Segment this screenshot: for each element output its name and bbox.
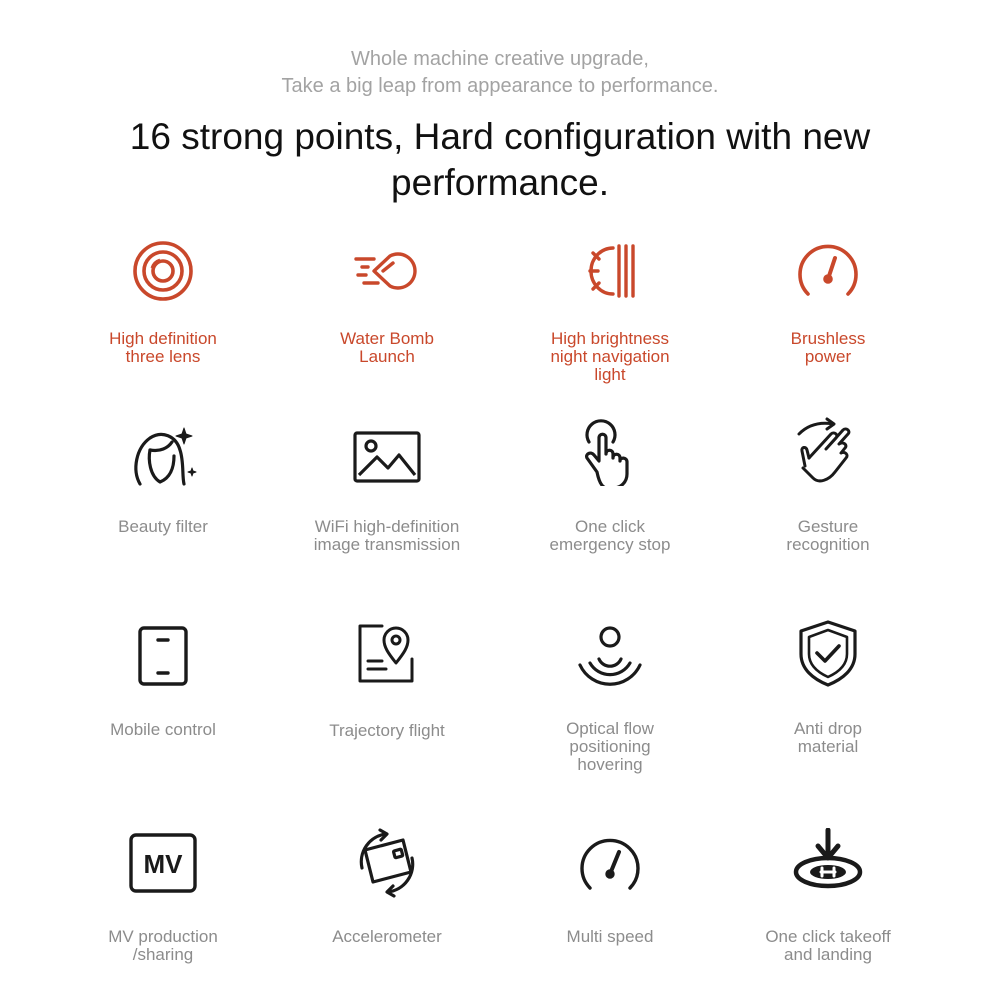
night-light-icon (575, 236, 645, 306)
page-title: 16 strong points, Hard configuration with new performance. (129, 116, 871, 203)
gesture-hand-icon (793, 416, 863, 486)
feature-label: Water Bomb Launch (340, 329, 434, 366)
feature-label: High definition three lens (109, 329, 217, 366)
feature-label: Multi speed (566, 927, 654, 946)
map-pin-icon (352, 621, 422, 691)
feature-label: WiFi high-definition image transmission (313, 517, 461, 554)
tap-hand-icon (575, 416, 645, 486)
water-bomb-icon (352, 236, 422, 306)
feature-label: High brightness night navigation light (550, 329, 670, 384)
phone-icon (128, 621, 198, 691)
rotate-card-icon (352, 828, 422, 898)
shield-check-icon (793, 619, 863, 689)
feature-label: One click takeoff and landing (765, 927, 891, 964)
feature-label: Brushless power (790, 329, 866, 366)
gauge-icon (575, 828, 645, 898)
helipad-icon (793, 828, 863, 898)
svg-text:MV: MV (143, 849, 183, 879)
speedometer-icon (793, 236, 863, 306)
optical-flow-icon (575, 619, 645, 689)
feature-label: Optical flow positioning hovering (566, 719, 654, 774)
image-icon (352, 422, 422, 492)
subtitle-line-1: Whole machine creative upgrade, (351, 48, 649, 70)
feature-label: Anti drop material (793, 719, 863, 756)
feature-label: Trajectory flight (329, 721, 445, 740)
feature-label: One click emergency stop (549, 517, 671, 554)
camera-lens-icon (128, 236, 198, 306)
subtitle (0, 46, 1000, 100)
feature-label: MV production /sharing (108, 927, 218, 964)
feature-label: Gesture recognition (786, 517, 870, 554)
feature-label: Mobile control (110, 720, 216, 739)
mv-icon (128, 828, 198, 898)
feature-label: Accelerometer (332, 927, 442, 946)
feature-label: Beauty filter (118, 517, 208, 536)
subtitle-line-2: Take a big leap from appearance to performance. (281, 75, 719, 97)
beauty-face-icon (128, 422, 198, 492)
